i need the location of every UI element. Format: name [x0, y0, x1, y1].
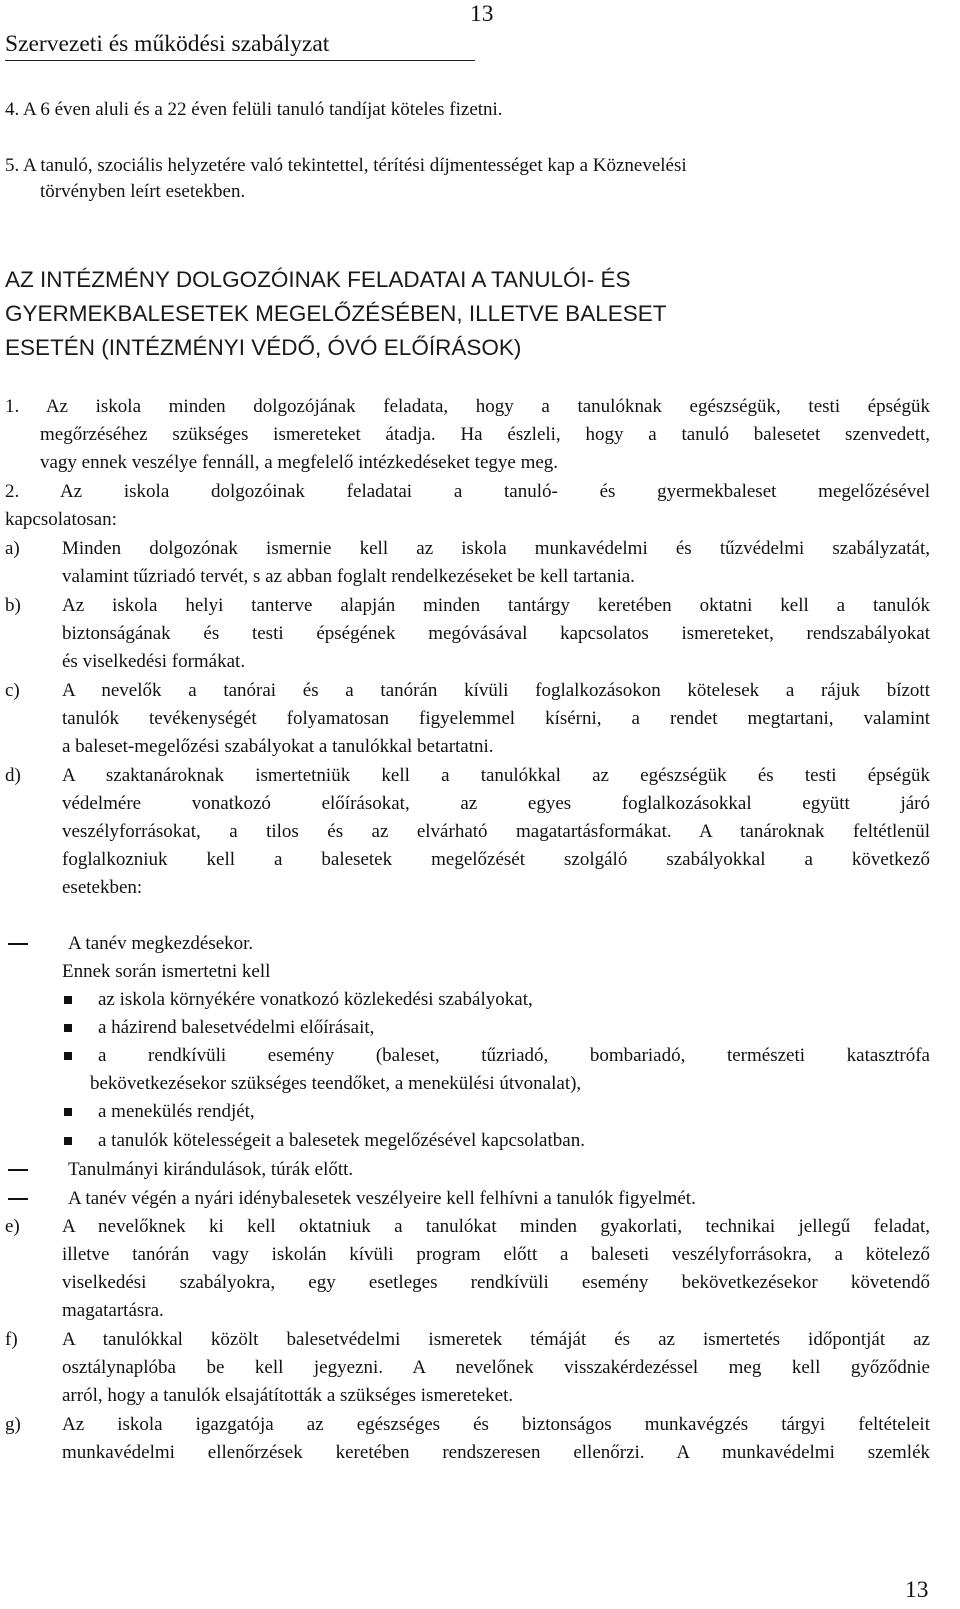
section-heading-line-3: ESETÉN (INTÉZMÉNYI VÉDŐ, ÓVÓ ELŐÍRÁSOK): [5, 335, 522, 360]
item-a-label: a): [5, 538, 20, 559]
list-item-5: 5. A tanuló, szociális helyzetére való tekintettel, térítési díjmentességet kap a Köznevelési: [5, 155, 687, 176]
dash-bullet-icon: [8, 1198, 28, 1200]
square-item-5: a tanulók kötelességeit a balesetek megelőzésével kapcsolatban.: [98, 1130, 585, 1151]
dash-bullet-icon: [8, 1169, 28, 1171]
square-bullet-icon: [64, 1108, 72, 1116]
section-heading-line-1: AZ INTÉZMÉNY DOLGOZÓINAK FELADATAI A TANULÓI- ÉS: [5, 267, 631, 292]
item-e-label: e): [5, 1216, 20, 1237]
item-d-line-4: foglalkozniuk kell a balesetek megelőzését szolgáló szabályokkal a következő: [62, 849, 930, 870]
item-b-line-2: biztonságának és testi épségének megóvásával kapcsolatos ismereteket, rendszabályokat: [62, 623, 930, 644]
item-g-line-2: munkavédelmi ellenőrzések keretében rendszeresen ellenőrzi. A munkavédelmi szemlék: [62, 1442, 930, 1463]
item-g-line-1: Az iskola igazgatója az egészséges és biztonságos munkavégzés tárgyi feltételeit: [62, 1414, 930, 1435]
square-item-3-line-1: a rendkívüli esemény (baleset, tűzriadó, bombariadó, természeti katasztrófa: [98, 1045, 930, 1066]
item-b-line-1: Az iskola helyi tanterve alapján minden tantárgy keretében oktatni kell a tanulók: [62, 595, 930, 616]
dash-item-3: A tanév végén a nyári idénybalesetek veszélyeire kell felhívni a tanulók figyelmét.: [68, 1188, 696, 1209]
item-c-line-2: tanulók tevékenységét folyamatosan figyelemmel kísérni, a rendet megtartani, valamint: [62, 708, 930, 729]
item-d-line-5: esetekben:: [62, 877, 143, 898]
square-bullet-icon: [64, 1024, 72, 1032]
item-d-line-2: védelmére vonatkozó előírásokat, az egyes foglalkozásokkal együtt járó: [62, 793, 930, 814]
square-bullet-icon: [64, 996, 72, 1004]
paragraph-2-line-1: 2. Az iskola dolgozóinak feladatai a tanuló- és gyermekbaleset megelőzésével: [5, 481, 930, 502]
item-a-line-2: valamint tűzriadó tervét, s az abban foglalt rendelkezéseket be kell tartania.: [62, 566, 635, 587]
item-f-line-1: A tanulókkal közölt balesetvédelmi ismeretek témáját és az ismertetés időpontját az: [62, 1329, 930, 1350]
paragraph-1-line-2: megőrzéséhez szükséges ismereteket átadja. Ha észleli, hogy a tanuló balesetet szenvedett,: [40, 424, 930, 445]
square-item-1: az iskola környékére vonatkozó közlekedési szabályokat,: [98, 989, 533, 1010]
square-item-3-line-2: bekövetkezésekor szükséges teendőket, a menekülési útvonalat),: [90, 1073, 582, 1094]
item-f-label: f): [5, 1329, 18, 1350]
dash-item-1: A tanév megkezdésekor.: [68, 933, 254, 954]
list-item-4: 4. A 6 éven aluli és a 22 éven felüli tanuló tandíjat köteles fizetni.: [5, 99, 503, 120]
paragraph-2-line-2: kapcsolatosan:: [5, 509, 117, 530]
item-c-line-3: a baleset-megelőzési szabályokat a tanulókkal betartatni.: [62, 736, 494, 757]
item-b-label: b): [5, 595, 21, 616]
footer-page-number: 13: [905, 1577, 929, 1603]
item-e-line-4: magatartásra.: [62, 1300, 164, 1321]
dash-item-2: Tanulmányi kirándulások, túrák előtt.: [68, 1159, 354, 1180]
item-e-line-3: viselkedési szabályokra, egy esetleges rendkívüli esemény bekövetkezésekor követendő: [62, 1272, 930, 1293]
dash-bullet-icon: [8, 943, 28, 945]
item-a-line-1: Minden dolgozónak ismernie kell az iskola munkavédelmi és tűzvédelmi szabályzatát,: [62, 538, 930, 559]
item-d-line-1: A szaktanároknak ismertetniük kell a tanulókkal az egészségük és testi épségük: [62, 765, 930, 786]
paragraph-1-line-1: 1. Az iskola minden dolgozójának feladata, hogy a tanulóknak egészségük, testi épségük: [5, 396, 930, 417]
square-bullet-icon: [64, 1137, 72, 1145]
item-f-line-2: osztálynaplóba be kell jegyezni. A nevelőnek visszakérdezéssel meg kell győződnie: [62, 1357, 930, 1378]
item-c-line-1: A nevelők a tanórai és a tanórán kívüli foglalkozásokon kötelesek a rájuk bízott: [62, 680, 930, 701]
item-d-label: d): [5, 765, 21, 786]
item-d-line-3: veszélyforrásokat, a tilos és az elvárható magatartásformákat. A tanároknak feltétlenül: [62, 821, 930, 842]
square-item-4: a menekülés rendjét,: [98, 1101, 255, 1122]
running-header-title: Szervezeti és működési szabályzat: [5, 30, 475, 61]
item-e-line-1: A nevelőknek ki kell oktatniuk a tanulókat minden gyakorlati, technikai jellegű feladat,: [62, 1216, 930, 1237]
dash-item-1-sub: Ennek során ismertetni kell: [62, 961, 271, 982]
item-g-label: g): [5, 1414, 21, 1435]
header-page-number: 13: [470, 1, 494, 27]
item-b-line-3: és viselkedési formákat.: [62, 651, 246, 672]
item-f-line-3: arról, hogy a tanulók elsajátították a szükséges ismereteket.: [62, 1385, 514, 1406]
item-c-label: c): [5, 680, 20, 701]
square-bullet-icon: [64, 1052, 72, 1060]
square-item-2: a házirend balesetvédelmi előírásait,: [98, 1017, 375, 1038]
list-item-5-cont: törvényben leírt esetekben.: [40, 181, 246, 202]
item-e-line-2: illetve tanórán vagy iskolán kívüli program előtt a baleseti veszélyforrásokra, a kötelező: [62, 1244, 930, 1265]
paragraph-1-line-3: vagy ennek veszélye fennáll, a megfelelő intézkedéseket tegye meg.: [40, 452, 559, 473]
section-heading-line-2: GYERMEKBALESETEK MEGELŐZÉSÉBEN, ILLETVE BALESET: [5, 301, 667, 326]
